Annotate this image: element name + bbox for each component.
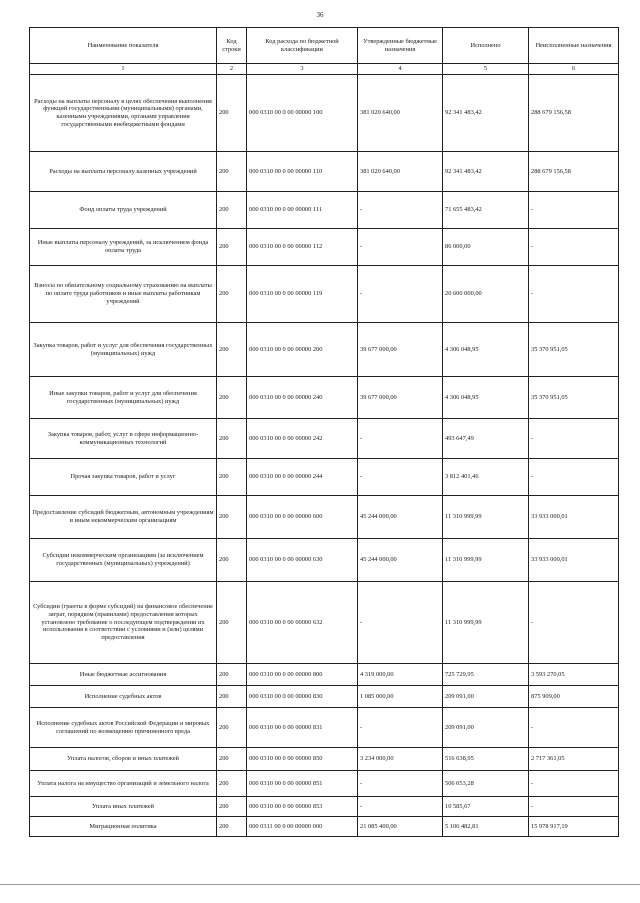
row-budget-code: 000 0310 00 0 00 00000 800 [247,664,358,686]
row-code: 200 [217,152,247,192]
row-unexecuted: 288 679 156,58 [529,152,619,192]
row-name: Иные выплаты персоналу учреждений, за исключением фонда оплаты труда [30,229,217,266]
header-executed: Исполнено [443,28,529,64]
row-name: Взносы по обязательному социальному страхованию на выплаты по оплате труда работников и иные выплаты работникам учреждений [30,266,217,323]
row-unexecuted: 33 933 000,01 [529,539,619,582]
table-row [30,323,619,377]
row-approved: 381 020 640,00 [358,75,443,152]
row-budget-code: 000 0310 00 0 00 00000 831 [247,708,358,748]
row-name: Закупка товаров, работ и услуг для обеспечения государственных (муниципальных) нужд [30,323,217,377]
column-number: 5 [443,64,529,75]
row-approved: - [358,419,443,459]
row-budget-code: 000 0310 00 0 00 00000 119 [247,266,358,323]
table-row [30,496,619,539]
row-budget-code: 000 0310 00 0 00 00000 851 [247,771,358,797]
row-name: Исполнение судебных актов [30,686,217,708]
table-row [30,686,619,708]
column-numbers-row [30,64,619,75]
row-unexecuted: 288 679 156,58 [529,75,619,152]
table-row [30,664,619,686]
column-number: 4 [358,64,443,75]
row-name: Закупка товаров, работ, услуг в сфере информационно-коммуникационных технологий [30,419,217,459]
row-code: 200 [217,686,247,708]
row-unexecuted: 2 717 361,05 [529,748,619,771]
row-approved: - [358,797,443,817]
column-number: 3 [247,64,358,75]
row-code: 200 [217,539,247,582]
row-code: 200 [217,748,247,771]
table-row [30,266,619,323]
column-number: 6 [529,64,619,75]
row-name: Субсидии некоммерческим организациям (за исключением государственных (муниципальных) учреждений) [30,539,217,582]
row-name: Уплата налогов, сборов и иных платежей [30,748,217,771]
row-approved: - [358,266,443,323]
row-budget-code: 000 0310 00 0 00 00000 830 [247,686,358,708]
table-row [30,817,619,837]
footer-divider [0,884,640,885]
row-name: Фонд оплаты труда учреждений [30,192,217,229]
row-code: 200 [217,582,247,664]
budget-execution-table [29,27,619,837]
row-approved: 45 244 000,00 [358,496,443,539]
table-row [30,771,619,797]
row-name: Уплата иных платежей [30,797,217,817]
row-code: 200 [217,192,247,229]
row-executed: 209 091,00 [443,708,529,748]
row-approved: 1 085 000,00 [358,686,443,708]
row-unexecuted: - [529,419,619,459]
table-row [30,75,619,152]
row-name: Исполнение судебных актов Российской Федерации и мировых соглашений по возмещению причиненного вреда [30,708,217,748]
row-code: 200 [217,708,247,748]
row-code: 200 [217,323,247,377]
row-unexecuted: 35 370 951,05 [529,323,619,377]
row-name: Иные бюджетные ассигнования [30,664,217,686]
table-row [30,539,619,582]
row-name: Прочая закупка товаров, работ и услуг [30,459,217,496]
row-name: Расходы на выплаты персоналу в целях обеспечения выполнения функций государственными (муниципальными) органами, казенными учреждениями, органами управления государственными внебюджетными фондами [30,75,217,152]
row-executed: 86 000,00 [443,229,529,266]
row-executed: 71 655 483,42 [443,192,529,229]
row-unexecuted: 15 978 917,19 [529,817,619,837]
row-executed: 725 729,95 [443,664,529,686]
row-unexecuted: - [529,797,619,817]
row-code: 200 [217,664,247,686]
row-code: 200 [217,496,247,539]
row-unexecuted: - [529,708,619,748]
row-unexecuted: 3 593 270,05 [529,664,619,686]
row-name: Предоставление субсидий бюджетным, автономным учреждениям и иным некоммерческим организациям [30,496,217,539]
row-budget-code: 000 0310 00 0 00 00000 240 [247,377,358,419]
header-budget-classification: Код расхода по бюджетной классификации [247,28,358,64]
table-row [30,229,619,266]
row-approved: 21 085 400,00 [358,817,443,837]
row-code: 200 [217,459,247,496]
row-unexecuted: - [529,266,619,323]
row-approved: 3 234 000,00 [358,748,443,771]
row-unexecuted: 875 909,00 [529,686,619,708]
header-indicator-name: Наименование показателя [30,28,217,64]
row-executed: 11 310 999,99 [443,496,529,539]
table-row [30,459,619,496]
row-budget-code: 000 0310 00 0 00 00000 630 [247,539,358,582]
header-approved: Утвержденные бюджетные назначения [358,28,443,64]
row-approved: - [358,459,443,496]
table-row [30,708,619,748]
row-code: 200 [217,75,247,152]
row-budget-code: 000 0310 00 0 00 00000 200 [247,323,358,377]
row-budget-code: 000 0310 00 0 00 00000 111 [247,192,358,229]
row-budget-code: 000 0310 00 0 00 00000 244 [247,459,358,496]
row-executed: 10 585,67 [443,797,529,817]
row-approved: 4 319 000,00 [358,664,443,686]
row-unexecuted: - [529,192,619,229]
row-code: 200 [217,771,247,797]
row-budget-code: 000 0310 00 0 00 00000 110 [247,152,358,192]
row-executed: 92 341 483,42 [443,152,529,192]
row-executed: 11 310 999,99 [443,539,529,582]
row-name: Миграционная политика [30,817,217,837]
row-budget-code: 000 0310 00 0 00 00000 600 [247,496,358,539]
row-executed: 11 310 999,99 [443,582,529,664]
row-approved: - [358,192,443,229]
table-row [30,748,619,771]
row-code: 200 [217,419,247,459]
row-executed: 493 647,49 [443,419,529,459]
row-approved: - [358,229,443,266]
table-header-row [30,28,619,64]
row-code: 200 [217,229,247,266]
table-row [30,192,619,229]
row-executed: 4 306 048,95 [443,377,529,419]
row-approved: 39 677 000,00 [358,377,443,419]
header-row-code: Код строки [217,28,247,64]
row-budget-code: 000 0310 00 0 00 00000 850 [247,748,358,771]
header-unexecuted: Неисполненные назначения [529,28,619,64]
row-executed: 4 306 048,95 [443,323,529,377]
row-executed: 92 341 483,42 [443,75,529,152]
row-code: 200 [217,797,247,817]
row-unexecuted: 35 370 951,05 [529,377,619,419]
row-executed: 516 638,95 [443,748,529,771]
row-executed: 209 091,00 [443,686,529,708]
table-row [30,419,619,459]
row-approved: - [358,582,443,664]
row-code: 200 [217,377,247,419]
row-code: 200 [217,817,247,837]
row-approved: 381 020 640,00 [358,152,443,192]
table-row [30,797,619,817]
table-row [30,377,619,419]
row-budget-code: 000 0310 00 0 00 00000 853 [247,797,358,817]
row-approved: 39 677 000,00 [358,323,443,377]
row-budget-code: 000 0310 00 0 00 00000 100 [247,75,358,152]
column-number: 1 [30,64,217,75]
row-executed: 3 812 401,46 [443,459,529,496]
row-name: Субсидии (гранты в форме субсидий) на финансовое обеспечение затрат, порядком (правилами) предоставления которых установлено требование о последующем подтверждении их использования в соответствии с условиями и (или) целями предоставления [30,582,217,664]
row-name: Расходы на выплаты персоналу казенных учреждений [30,152,217,192]
row-approved: 45 244 000,00 [358,539,443,582]
row-unexecuted: - [529,582,619,664]
row-budget-code: 000 0310 00 0 00 00000 112 [247,229,358,266]
row-name: Иные закупки товаров, работ и услуг для обеспечения государственных (муниципальных) нужд [30,377,217,419]
row-approved: - [358,708,443,748]
row-code: 200 [217,266,247,323]
page-number: 36 [316,11,324,19]
row-executed: 506 053,28 [443,771,529,797]
row-budget-code: 000 0311 00 0 00 00000 000 [247,817,358,837]
row-budget-code: 000 0310 00 0 00 00000 242 [247,419,358,459]
row-unexecuted: - [529,229,619,266]
row-name: Уплата налога на имущество организаций и земельного налога [30,771,217,797]
row-unexecuted: 33 933 000,01 [529,496,619,539]
row-unexecuted: - [529,771,619,797]
row-unexecuted: - [529,459,619,496]
row-executed: 5 106 482,81 [443,817,529,837]
row-approved: - [358,771,443,797]
row-budget-code: 000 0310 00 0 00 00000 632 [247,582,358,664]
table-row [30,582,619,664]
row-executed: 20 600 000,00 [443,266,529,323]
table-row [30,152,619,192]
column-number: 2 [217,64,247,75]
